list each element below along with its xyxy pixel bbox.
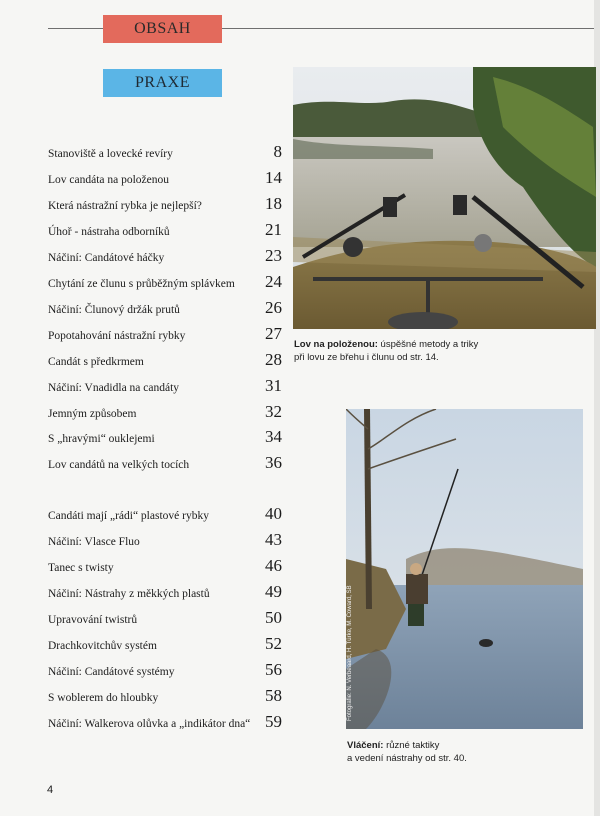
- toc-entry: [48, 216, 282, 240]
- toc-title: Jemným způsobem: [48, 407, 137, 420]
- toc-page-number: 24: [265, 271, 282, 291]
- toc-page-number: 21: [265, 219, 282, 239]
- toc-entry: [48, 552, 282, 576]
- photo-spinning: [346, 409, 583, 729]
- caption-text: různé taktiky: [383, 740, 440, 751]
- toc-title: Náčiní: Vnadidla na candáty: [48, 381, 180, 394]
- toc-entry: [48, 604, 282, 628]
- toc-page-number: 23: [265, 245, 282, 265]
- toc-page-number: 52: [265, 634, 282, 654]
- toc-title: Náčiní: Candátové háčky: [48, 251, 165, 264]
- toc-page-number: 56: [265, 660, 282, 679]
- toc-title: Lov candátů na velkých tocích: [48, 459, 190, 472]
- toc-title: Tanec s twisty: [48, 562, 114, 575]
- toc-title: Náčiní: Walkerova olůvka a „indikátor dna“: [48, 717, 251, 730]
- caption-text: úspěšné metody a triky: [377, 339, 479, 350]
- toc-page-number: 32: [265, 401, 282, 421]
- photo-ledger-caption: [294, 338, 478, 364]
- toc-title: Úhoř - nástraha odborníků: [48, 225, 170, 238]
- photo-credit: Fotografie: N. Verbeaard, H. Türke, M. Coward, SB: [347, 585, 353, 721]
- toc-entry: [48, 500, 282, 524]
- toc-title: Drachkovitchův systém: [48, 640, 157, 653]
- toc-entry: [48, 164, 282, 188]
- toc-entry: [48, 449, 282, 473]
- toc-title: Lov candáta na položenou: [48, 173, 170, 186]
- toc-entry: [48, 656, 282, 680]
- toc-title: Stanoviště a lovecké revíry: [48, 148, 173, 160]
- toc-page-number: 36: [265, 453, 282, 473]
- praxe-header: PRAXE: [103, 69, 222, 97]
- toc-entry: [48, 578, 282, 602]
- toc-entry: [48, 372, 282, 396]
- toc-entry: [48, 190, 282, 214]
- toc-page-number: 28: [265, 349, 282, 369]
- toc-title: S woblerem do hloubky: [48, 692, 159, 704]
- toc-title: Která nástražní rybka je nejlepší?: [48, 199, 202, 212]
- toc-title: Upravování twistrů: [48, 614, 138, 627]
- photo-spinning-caption: [347, 739, 467, 765]
- toc-entry: [48, 294, 282, 318]
- toc-page-number: 14: [265, 167, 282, 187]
- toc-page-number: 31: [265, 375, 282, 395]
- toc-title: Náčiní: Člunový držák prutů: [48, 303, 180, 316]
- toc-title: S „hravými“ ouklejemi: [48, 433, 155, 446]
- toc-title: Náčiní: Nástrahy z měkkých plastů: [48, 588, 210, 601]
- toc-entry: [48, 346, 282, 370]
- toc-page-number: 50: [265, 608, 282, 628]
- toc-page-number: 34: [265, 427, 282, 447]
- toc-entry: [48, 398, 282, 422]
- toc-entry: [48, 526, 282, 550]
- toc-page-number: 27: [265, 323, 282, 343]
- photo-ledger-fishing: [293, 67, 596, 329]
- toc-entry: [48, 242, 282, 266]
- toc-page-number: 43: [265, 530, 282, 550]
- toc-page-number: 59: [265, 711, 282, 731]
- toc-title: Candáti mají „rádi“ plastové rybky: [48, 510, 209, 523]
- toc-entry: [48, 138, 282, 162]
- toc-page-number: 18: [265, 193, 282, 213]
- toc-entry: [48, 268, 282, 292]
- caption-text-line2: při lovu ze břehu i člunu od str. 14.: [294, 352, 439, 363]
- obsah-header: OBSAH: [103, 15, 222, 43]
- toc-title: Candát s předkrmem: [48, 355, 144, 368]
- toc-entry: [48, 320, 282, 344]
- toc-title: Náčiní: Vlasce Fluo: [48, 536, 140, 549]
- toc-page-number: 58: [265, 686, 282, 705]
- toc-page-number: 40: [265, 504, 282, 524]
- toc-title: Náčiní: Candátové systémy: [48, 666, 175, 678]
- toc-page-number: 26: [265, 297, 282, 317]
- toc-entry: [48, 630, 282, 654]
- toc-page-number: 46: [265, 556, 282, 576]
- toc-page-number: 49: [265, 582, 282, 602]
- toc-title: Popotahování nástražní rybky: [48, 329, 186, 342]
- caption-bold: Vláčení:: [347, 740, 384, 751]
- toc-entry: [48, 423, 282, 447]
- toc-entry: [48, 708, 282, 732]
- toc-page-number: 8: [273, 142, 282, 161]
- toc-title: Chytání ze člunu s průběžným splávkem: [48, 277, 235, 290]
- page-number: 4: [47, 784, 54, 796]
- caption-bold: Lov na položenou:: [294, 339, 378, 350]
- caption-text-line2: a vedení nástrahy od str. 40.: [347, 753, 467, 764]
- toc-entry: [48, 682, 282, 706]
